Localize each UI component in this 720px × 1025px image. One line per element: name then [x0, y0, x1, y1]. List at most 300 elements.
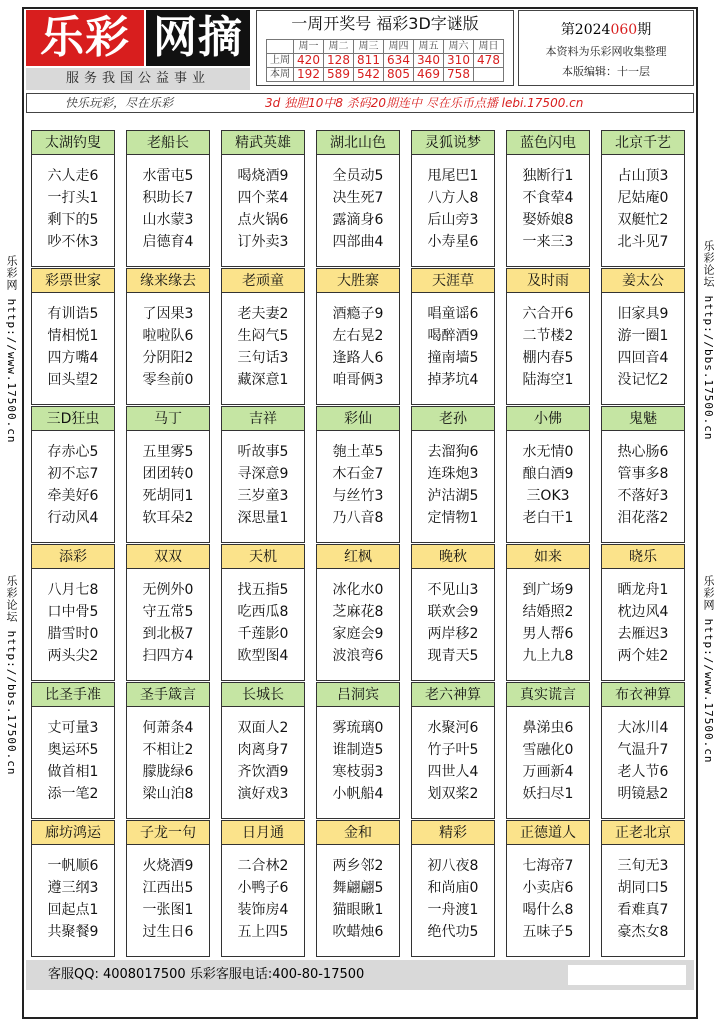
puzzle-line: 一打头1 [47, 190, 99, 206]
puzzle-author: 子龙一句 [127, 821, 209, 845]
puzzle-line: 回起点1 [47, 902, 99, 918]
panel-title: 一周开奖号 福彩3D字谜版 [291, 14, 479, 33]
puzzle-line: 划双桨2 [427, 786, 479, 802]
puzzle-line: 结婚照2 [522, 604, 574, 620]
puzzle-lines [317, 569, 399, 667]
puzzle-box [601, 406, 685, 543]
puzzle-line: 冰化水0 [332, 582, 384, 598]
puzzle-author: 添彩 [32, 545, 114, 569]
result-cell: 192 [294, 68, 324, 82]
result-cell [474, 68, 504, 82]
puzzle-box [601, 682, 685, 819]
puzzle-line: 深思量1 [237, 510, 289, 526]
puzzle-line: 没记忆2 [617, 372, 669, 388]
puzzle-author: 老船长 [127, 131, 209, 155]
puzzle-line: 老白干1 [522, 510, 574, 526]
puzzle-lines [317, 845, 399, 943]
puzzle-lines [222, 293, 304, 391]
puzzle-lines [507, 707, 589, 805]
puzzle-box [221, 820, 305, 957]
puzzle-line: 雪融化0 [522, 742, 574, 758]
puzzle-line: 娶娇娘8 [522, 212, 574, 228]
day-header: 周五 [414, 40, 444, 54]
puzzle-line: 四个菜4 [237, 190, 289, 206]
puzzle-line: 小鸭子6 [237, 880, 289, 896]
puzzle-author: 大胜寨 [317, 269, 399, 293]
puzzle-line: 双面人2 [237, 720, 289, 736]
puzzle-line: 存赤心5 [47, 444, 99, 460]
puzzle-line: 豪杰女8 [617, 924, 669, 940]
puzzle-line: 不相让2 [142, 742, 194, 758]
puzzle-line: 七海帝7 [522, 858, 574, 874]
puzzle-line: 山水蒙3 [142, 212, 194, 228]
puzzle-author: 天涯草 [412, 269, 494, 293]
puzzle-lines [507, 293, 589, 391]
puzzle-line: 乃八音8 [332, 510, 384, 526]
puzzle-line: 四部曲4 [332, 234, 384, 250]
issue-prefix: 第2024 [560, 22, 611, 38]
puzzle-box [221, 406, 305, 543]
puzzle-lines [222, 155, 304, 253]
tagline-bar [26, 93, 694, 113]
corner-cell [267, 40, 294, 54]
puzzle-lines [602, 431, 684, 529]
puzzle-box [316, 130, 400, 267]
footer-bar [26, 960, 694, 990]
puzzle-line: 牵美好6 [47, 488, 99, 504]
puzzle-box [31, 820, 115, 957]
puzzle-line: 两乡邻2 [332, 858, 384, 874]
puzzle-line: 雾琉璃0 [332, 720, 384, 736]
puzzle-line: 何萧条4 [142, 720, 194, 736]
result-cell: 805 [384, 68, 414, 82]
puzzle-line: 鼻涕虫6 [522, 720, 574, 736]
puzzle-line: 初不忘7 [47, 466, 99, 482]
puzzle-line: 双艇忙2 [617, 212, 669, 228]
puzzle-line: 四回音4 [617, 350, 669, 366]
contact-info: 客服QQ: 4008017500 乐彩客服电话:400-80-17500 [48, 967, 365, 982]
puzzle-lines [127, 293, 209, 391]
puzzle-lines [32, 707, 114, 805]
puzzle-author: 晓乐 [602, 545, 684, 569]
puzzle-line: 两岸移2 [427, 626, 479, 642]
puzzle-line: 千莲影0 [237, 626, 289, 642]
puzzle-line: 回头望2 [47, 372, 99, 388]
puzzle-line: 啦啦队6 [142, 328, 194, 344]
puzzle-box [221, 268, 305, 405]
puzzle-lines [32, 569, 114, 667]
puzzle-line: 八月七8 [47, 582, 99, 598]
puzzle-box [601, 544, 685, 681]
puzzle-author: 吕洞宾 [317, 683, 399, 707]
logo-wangzhai: 网摘 [146, 10, 250, 66]
puzzle-line: 水聚河6 [427, 720, 479, 736]
puzzle-line: 三OK3 [526, 488, 570, 504]
puzzle-box [411, 820, 495, 957]
puzzle-box [506, 406, 590, 543]
puzzle-line: 四方嘴4 [47, 350, 99, 366]
puzzle-box [411, 130, 495, 267]
puzzle-line: 四世人4 [427, 764, 479, 780]
puzzle-lines [127, 155, 209, 253]
day-header: 周日 [474, 40, 504, 54]
puzzle-author: 精彩 [412, 821, 494, 845]
puzzle-box [126, 544, 210, 681]
puzzle-line: 大冰川4 [617, 720, 669, 736]
puzzle-lines [602, 293, 684, 391]
puzzle-line: 气温升7 [617, 742, 669, 758]
day-header: 周六 [444, 40, 474, 54]
puzzle-line: 掉茅坑4 [427, 372, 479, 388]
puzzle-box [221, 130, 305, 267]
puzzle-lines [507, 431, 589, 529]
puzzle-line: 谁制造5 [332, 742, 384, 758]
puzzle-author: 老孙 [412, 407, 494, 431]
puzzle-line: 八方人8 [427, 190, 479, 206]
puzzle-box [31, 130, 115, 267]
puzzle-lines [507, 155, 589, 253]
puzzle-line: 吵不休3 [47, 234, 99, 250]
result-cell: 128 [324, 54, 354, 68]
editor-note: 本版编辑：十一层 [562, 65, 650, 78]
puzzle-line: 北斗见7 [617, 234, 669, 250]
puzzle-author: 精武英雄 [222, 131, 304, 155]
puzzle-lines [412, 155, 494, 253]
issue-num: 060 [610, 22, 638, 38]
puzzle-box [221, 544, 305, 681]
puzzle-box [221, 682, 305, 819]
puzzle-lines [317, 155, 399, 253]
puzzle-lines [507, 845, 589, 943]
puzzle-line: 丈可量3 [47, 720, 99, 736]
day-header: 周四 [384, 40, 414, 54]
puzzle-line: 尼姑庵0 [617, 190, 669, 206]
puzzle-line: 棚内春5 [522, 350, 574, 366]
puzzle-line: 男人帮6 [522, 626, 574, 642]
puzzle-line: 家庭会9 [332, 626, 384, 642]
puzzle-line: 朦胧绿6 [142, 764, 194, 780]
puzzle-line: 芝麻花8 [332, 604, 384, 620]
result-cell: 420 [294, 54, 324, 68]
puzzle-lines [127, 569, 209, 667]
puzzle-box [31, 406, 115, 543]
puzzle-line: 一张图1 [142, 902, 194, 918]
puzzle-line: 启德育4 [142, 234, 194, 250]
puzzle-line: 寒枝弱3 [332, 764, 384, 780]
issue-suffix: 期 [637, 22, 652, 38]
puzzle-line: 现青天5 [427, 648, 479, 664]
puzzle-line: 波浪弯6 [332, 648, 384, 664]
puzzle-line: 老人节6 [617, 764, 669, 780]
puzzle-line: 一帆顺6 [47, 858, 99, 874]
puzzle-line: 三句话3 [237, 350, 289, 366]
puzzle-line: 无例外0 [142, 582, 194, 598]
puzzle-author: 姜太公 [602, 269, 684, 293]
puzzle-line: 五味子5 [522, 924, 574, 940]
puzzle-line: 二节楼2 [522, 328, 574, 344]
puzzle-author: 正德道人 [507, 821, 589, 845]
side-text-right-bottom: 乐彩网 http://www.17500.cn [702, 575, 715, 764]
puzzle-lines [32, 431, 114, 529]
puzzle-author: 小佛 [507, 407, 589, 431]
puzzle-lines [222, 569, 304, 667]
puzzle-author: 蓝色闪电 [507, 131, 589, 155]
puzzle-box [31, 544, 115, 681]
puzzle-line: 不食荤4 [522, 190, 574, 206]
tagline-left: 快乐玩彩，尽在乐彩 [65, 96, 174, 110]
puzzle-line: 游一圈1 [617, 328, 669, 344]
puzzle-lines [127, 707, 209, 805]
puzzle-author: 如来 [507, 545, 589, 569]
puzzle-line: 藏深意1 [237, 372, 289, 388]
puzzle-line: 到广场9 [522, 582, 574, 598]
puzzle-lines [317, 431, 399, 529]
puzzle-line: 不见山3 [427, 582, 479, 598]
puzzle-line: 装饰房4 [237, 902, 289, 918]
puzzle-line: 五上四5 [237, 924, 289, 940]
puzzle-box [411, 682, 495, 819]
puzzle-line: 猫眼瞅1 [332, 902, 384, 918]
puzzle-line: 六合开6 [522, 306, 574, 322]
puzzle-box [126, 820, 210, 957]
puzzle-line: 逢路人6 [332, 350, 384, 366]
puzzle-line: 演好戏3 [237, 786, 289, 802]
puzzle-line: 三旬无3 [617, 858, 669, 874]
puzzle-line: 两个娃2 [617, 648, 669, 664]
result-cell: 542 [354, 68, 384, 82]
puzzle-author: 圣手箴言 [127, 683, 209, 707]
puzzle-line: 管事多8 [617, 466, 669, 482]
puzzle-line: 守五常5 [142, 604, 194, 620]
puzzle-author: 天机 [222, 545, 304, 569]
puzzle-lines [317, 293, 399, 391]
puzzle-box [316, 406, 400, 543]
puzzle-line: 五里雾5 [142, 444, 194, 460]
puzzle-author: 老顽童 [222, 269, 304, 293]
puzzle-line: 三岁童3 [237, 488, 289, 504]
puzzle-lines [412, 431, 494, 529]
puzzle-author: 湖北山色 [317, 131, 399, 155]
puzzle-line: 舞翩翩5 [332, 880, 384, 896]
puzzle-line: 过生日6 [142, 924, 194, 940]
puzzle-line: 共聚餐9 [47, 924, 99, 940]
result-cell: 758 [444, 68, 474, 82]
puzzle-line: 梁山泊8 [142, 786, 194, 802]
puzzle-box [31, 682, 115, 819]
puzzle-line: 小卖店6 [522, 880, 574, 896]
puzzle-author: 双双 [127, 545, 209, 569]
day-header: 周一 [294, 40, 324, 54]
puzzle-line: 独断行1 [522, 168, 574, 184]
puzzle-lines [602, 569, 684, 667]
result-cell: 340 [414, 54, 444, 68]
puzzle-line: 听故事5 [237, 444, 289, 460]
puzzle-box [126, 682, 210, 819]
puzzle-box [506, 268, 590, 405]
weekly-results-table [266, 39, 504, 82]
puzzle-author: 马丁 [127, 407, 209, 431]
puzzle-lines [602, 845, 684, 943]
puzzle-line: 绝代功5 [427, 924, 479, 940]
puzzle-line: 两头尖2 [47, 648, 99, 664]
puzzle-lines [127, 431, 209, 529]
promo-link[interactable]: 3d 独胆10中8 杀码20期连中 尽在乐币点播 lebi.17500.cn [265, 96, 584, 110]
puzzle-line: 吹蜡烛6 [332, 924, 384, 940]
day-header: 周三 [354, 40, 384, 54]
puzzle-line: 胡同口5 [617, 880, 669, 896]
puzzle-box [506, 544, 590, 681]
puzzle-line: 泪花落2 [617, 510, 669, 526]
puzzle-author: 日月通 [222, 821, 304, 845]
puzzle-lines [412, 845, 494, 943]
puzzle-line: 明镜悬2 [617, 786, 669, 802]
puzzle-line: 定情物1 [427, 510, 479, 526]
puzzle-line: 老夫妻2 [237, 306, 289, 322]
puzzle-line: 火烧酒9 [142, 858, 194, 874]
puzzle-line: 泸沽湖5 [427, 488, 479, 504]
puzzle-box [506, 682, 590, 819]
puzzle-lines [32, 155, 114, 253]
puzzle-box [126, 406, 210, 543]
issue-number [519, 19, 693, 39]
puzzle-lines [32, 293, 114, 391]
puzzle-line: 看难真7 [617, 902, 669, 918]
puzzle-lines [602, 155, 684, 253]
puzzle-line: 生闷气5 [237, 328, 289, 344]
puzzle-line: 一舟渡1 [427, 902, 479, 918]
puzzle-box [601, 268, 685, 405]
puzzle-line: 初八夜8 [427, 858, 479, 874]
source-note: 本资料为乐彩网收集整理 [545, 45, 667, 58]
puzzle-author: 正老北京 [602, 821, 684, 845]
puzzle-box [316, 682, 400, 819]
puzzle-line: 与丝竹3 [332, 488, 384, 504]
puzzle-box [411, 406, 495, 543]
puzzle-line: 左右晃2 [332, 328, 384, 344]
puzzle-line: 去雁迟3 [617, 626, 669, 642]
puzzle-lines [222, 845, 304, 943]
result-cell: 811 [354, 54, 384, 68]
puzzle-line: 不落好3 [617, 488, 669, 504]
puzzle-author: 金和 [317, 821, 399, 845]
puzzle-line: 奥运环5 [47, 742, 99, 758]
puzzle-box [316, 820, 400, 957]
puzzle-line: 订外卖3 [237, 234, 289, 250]
puzzle-author: 及时雨 [507, 269, 589, 293]
puzzle-line: 扫四方4 [142, 648, 194, 664]
puzzle-box [31, 268, 115, 405]
puzzle-author: 彩仙 [317, 407, 399, 431]
puzzle-line: 肉离身7 [237, 742, 289, 758]
puzzle-line: 添一笔2 [47, 786, 99, 802]
puzzle-box [411, 544, 495, 681]
puzzle-line: 二合林2 [237, 858, 289, 874]
puzzle-line: 点火锅6 [237, 212, 289, 228]
puzzle-line: 小帆船4 [332, 786, 384, 802]
result-cell: 634 [384, 54, 414, 68]
puzzle-box [126, 130, 210, 267]
result-cell: 469 [414, 68, 444, 82]
puzzle-line: 做首相1 [47, 764, 99, 780]
puzzle-lines [32, 845, 114, 943]
puzzle-line: 了因果3 [142, 306, 194, 322]
puzzle-line: 竹子叶5 [427, 742, 479, 758]
weekly-results-panel [256, 10, 514, 86]
puzzle-box [316, 544, 400, 681]
puzzle-line: 露滴身6 [332, 212, 384, 228]
puzzle-lines [602, 707, 684, 805]
puzzle-line: 决生死7 [332, 190, 384, 206]
puzzle-author: 长城长 [222, 683, 304, 707]
row-label-this-week: 本周 [267, 68, 294, 82]
puzzle-line: 联欢会9 [427, 604, 479, 620]
puzzle-line: 齐饮酒9 [237, 764, 289, 780]
puzzle-box [126, 268, 210, 405]
puzzle-line: 腊雪时0 [47, 626, 99, 642]
puzzle-lines [222, 707, 304, 805]
slogan: 服务我国公益事业 [26, 68, 250, 90]
day-header: 周二 [324, 40, 354, 54]
puzzle-line: 喝什么8 [522, 902, 574, 918]
puzzle-author: 老六神算 [412, 683, 494, 707]
puzzle-line: 水无情0 [522, 444, 574, 460]
puzzle-line: 团团转0 [142, 466, 194, 482]
puzzle-line: 和尚庙0 [427, 880, 479, 896]
puzzle-lines [412, 569, 494, 667]
puzzle-line: 酿白酒9 [522, 466, 574, 482]
puzzle-line: 酒瘾子9 [332, 306, 384, 322]
puzzle-line: 热心肠6 [617, 444, 669, 460]
puzzle-line: 遵三纲3 [47, 880, 99, 896]
puzzle-author: 晚秋 [412, 545, 494, 569]
puzzle-line: 软耳朵2 [142, 510, 194, 526]
puzzle-line: 甩尾巴1 [427, 168, 479, 184]
puzzle-line: 匏土革5 [332, 444, 384, 460]
puzzle-author: 真实谎言 [507, 683, 589, 707]
issue-panel [518, 10, 694, 86]
puzzle-author: 布衣神算 [602, 683, 684, 707]
puzzle-line: 枕边风4 [617, 604, 669, 620]
puzzle-line: 行动风4 [47, 510, 99, 526]
puzzle-line: 六人走6 [47, 168, 99, 184]
side-text-left-bottom: 乐彩论坛 http://bbs.17500.cn [5, 575, 18, 776]
puzzle-author: 三D狂虫 [32, 407, 114, 431]
puzzle-line: 陆海空1 [522, 372, 574, 388]
puzzle-line: 剩下的5 [47, 212, 99, 228]
puzzle-line: 到北极7 [142, 626, 194, 642]
side-text-right-top: 乐彩论坛 http://bbs.17500.cn [702, 240, 715, 441]
puzzle-lines [127, 845, 209, 943]
puzzle-line: 连珠炮3 [427, 466, 479, 482]
puzzle-line: 积助长7 [142, 190, 194, 206]
puzzle-line: 去溜狗6 [427, 444, 479, 460]
puzzle-line: 吃西瓜8 [237, 604, 289, 620]
puzzle-line: 江西出5 [142, 880, 194, 896]
puzzle-line: 寻深意9 [237, 466, 289, 482]
puzzle-line: 分阴阳2 [142, 350, 194, 366]
puzzle-line: 死胡同1 [142, 488, 194, 504]
row-label-last-week: 上周 [267, 54, 294, 68]
puzzle-author: 吉祥 [222, 407, 304, 431]
puzzle-author: 灵狐说梦 [412, 131, 494, 155]
result-cell: 310 [444, 54, 474, 68]
puzzle-author: 太湖钓叟 [32, 131, 114, 155]
puzzle-author: 彩票世家 [32, 269, 114, 293]
puzzle-line: 撞南墙5 [427, 350, 479, 366]
puzzle-author: 廊坊鸿运 [32, 821, 114, 845]
puzzle-line: 喝醉酒9 [427, 328, 479, 344]
puzzle-lines [412, 707, 494, 805]
